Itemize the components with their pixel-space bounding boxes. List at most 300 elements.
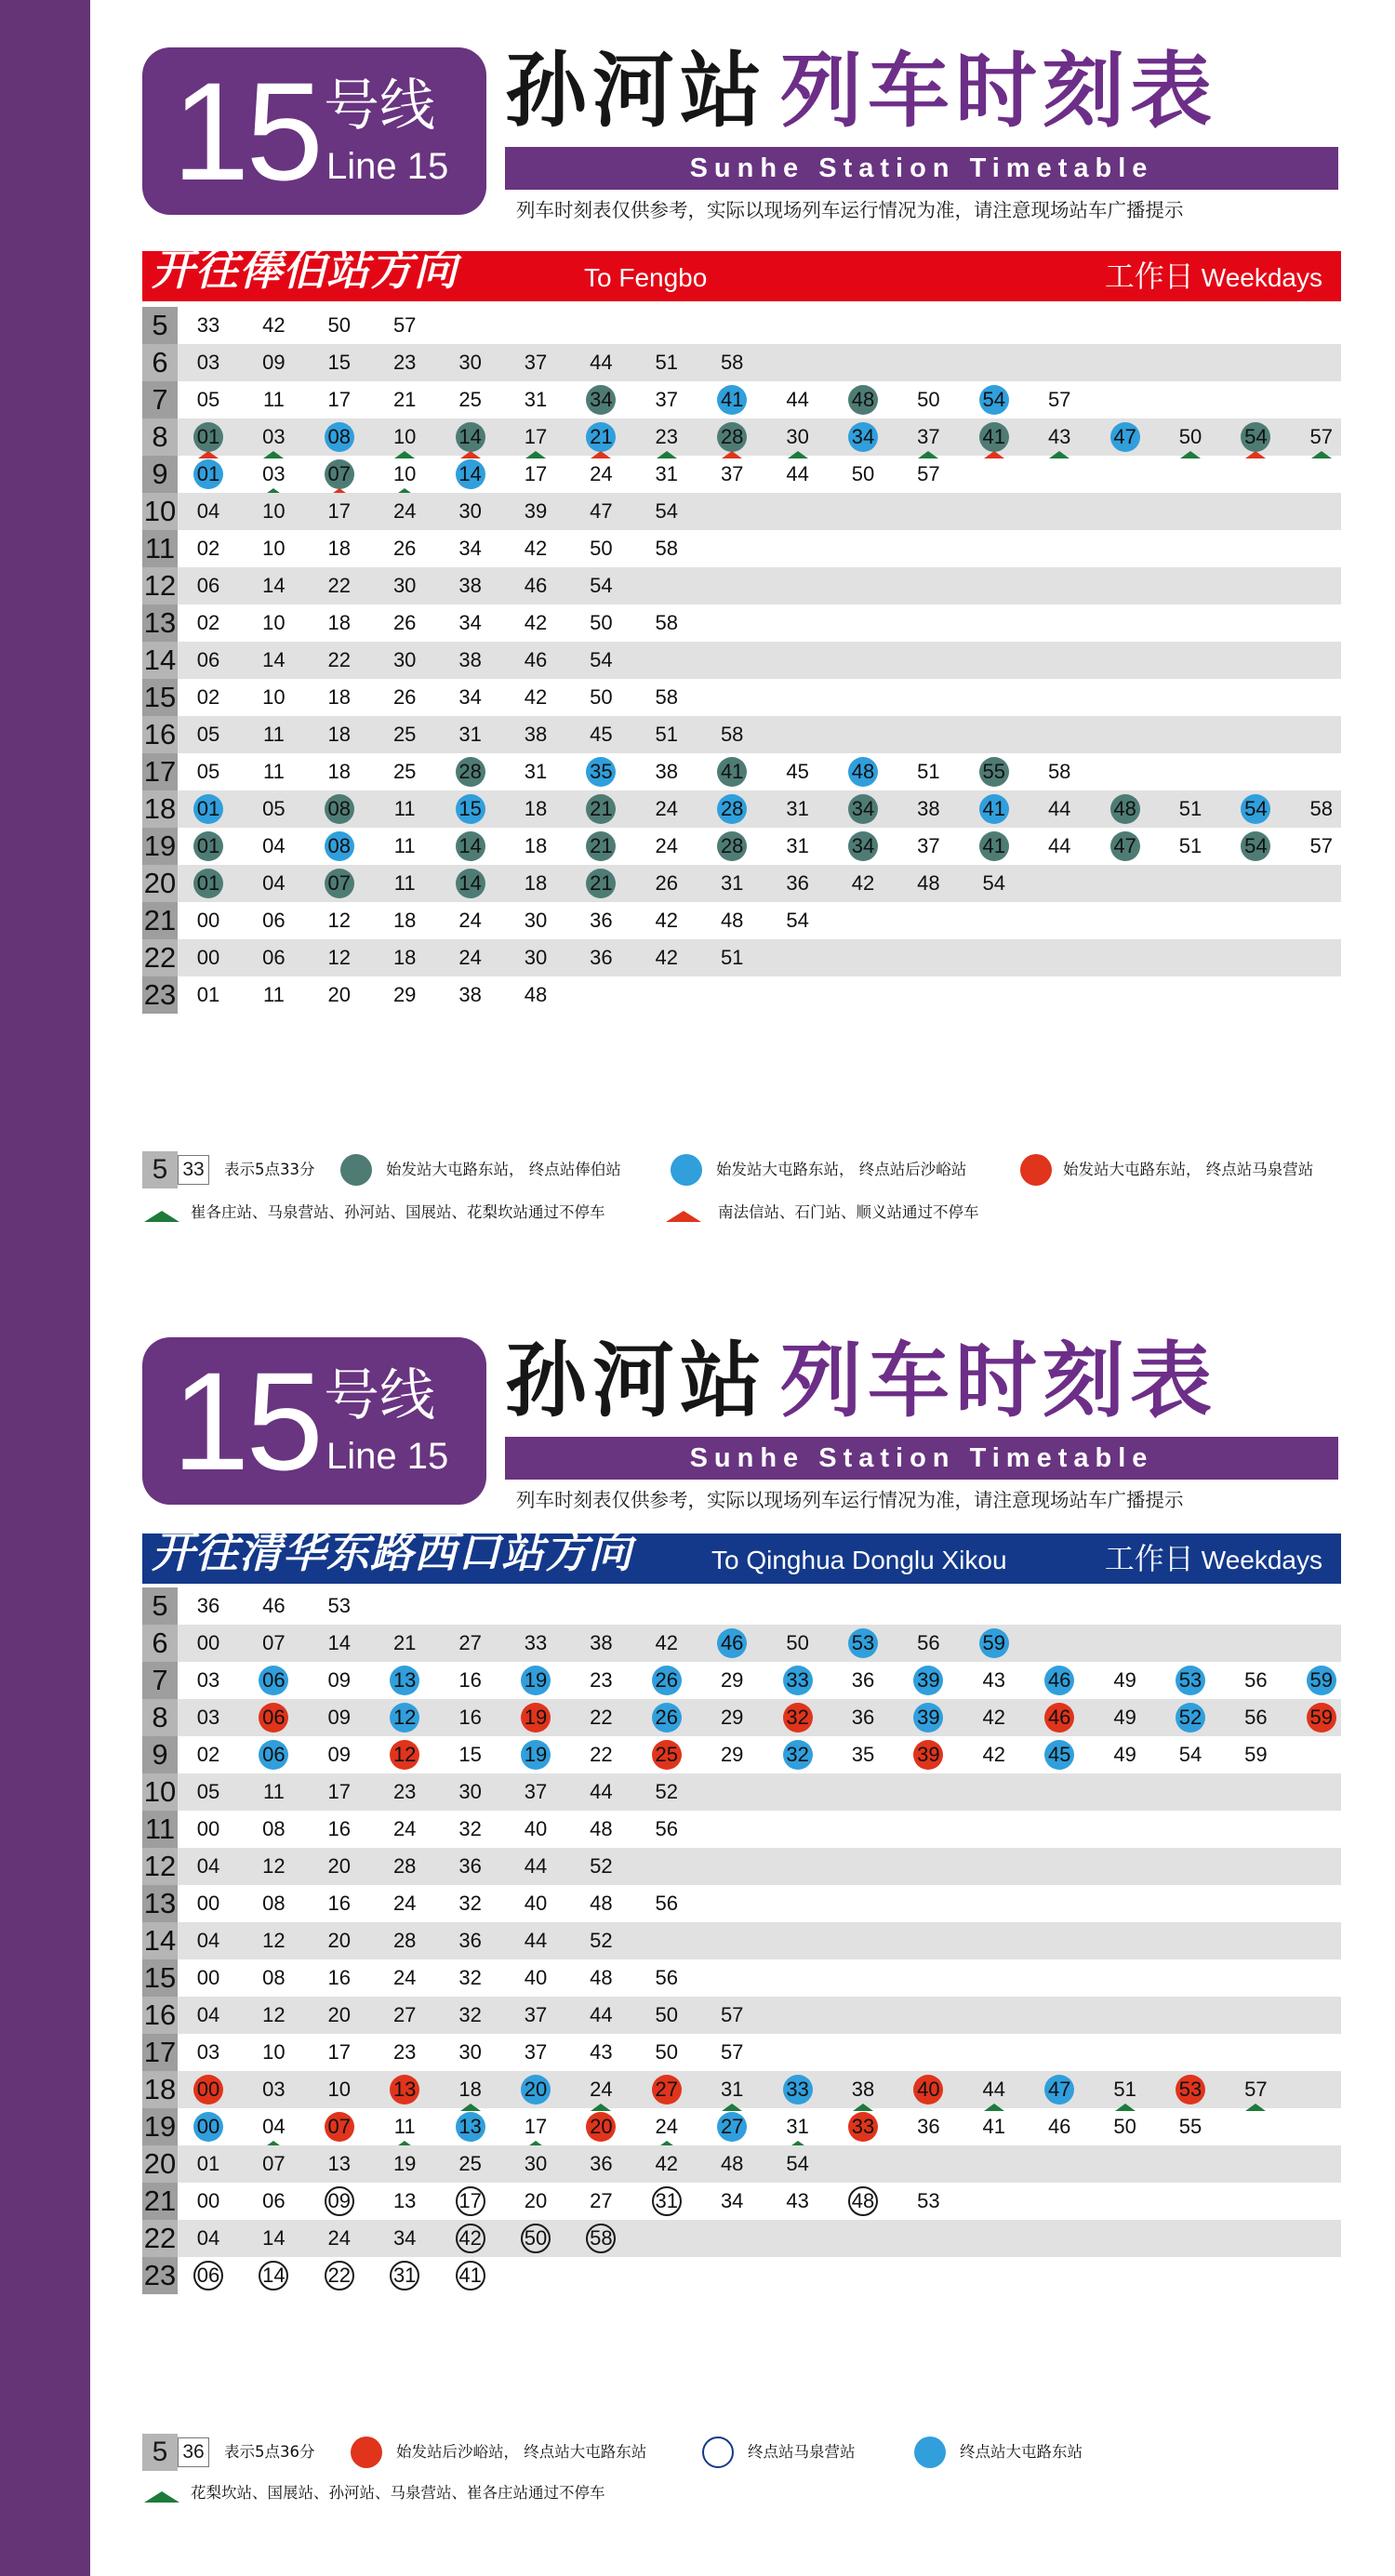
minute-value: 09 bbox=[327, 1706, 352, 1729]
hour-label: 20 bbox=[142, 2145, 178, 2183]
minute-value: 11 bbox=[262, 983, 285, 1006]
minute-value: 27 bbox=[458, 1631, 482, 1654]
minute-cell bbox=[586, 2186, 616, 2216]
minute-cell bbox=[1110, 2112, 1140, 2142]
hour-label: 6 bbox=[142, 1625, 178, 1662]
minute-cell bbox=[193, 943, 223, 973]
minute-value: 45 bbox=[590, 723, 613, 746]
minute-cell bbox=[521, 608, 551, 638]
minute-value: 07 bbox=[327, 2115, 352, 2138]
minute-cell bbox=[783, 1740, 813, 1770]
minute-cell bbox=[259, 2038, 288, 2067]
legend-sample-minute: 36 bbox=[178, 2437, 209, 2467]
minute-value: 07 bbox=[262, 2152, 286, 2175]
minute-cell bbox=[521, 2186, 551, 2216]
minute-value: 51 bbox=[917, 760, 940, 783]
minute-cell bbox=[325, 1814, 354, 1844]
minute-cell bbox=[521, 459, 551, 489]
minute-value: 21 bbox=[392, 388, 417, 411]
legend-row bbox=[142, 1151, 1341, 1188]
minute-cell bbox=[390, 1740, 419, 1770]
minute-value: 34 bbox=[458, 611, 482, 634]
minute-cell bbox=[259, 906, 288, 936]
minute-cell bbox=[456, 2000, 485, 2030]
minute-cell bbox=[913, 422, 943, 452]
minute-value: 20 bbox=[524, 2189, 548, 2212]
minute-value: 14 bbox=[458, 462, 482, 485]
minute-cell bbox=[1241, 2075, 1270, 2105]
minute-value: 44 bbox=[1047, 797, 1071, 820]
hour-label: 18 bbox=[142, 790, 178, 828]
minute-value: 54 bbox=[786, 909, 809, 932]
minute-cell bbox=[521, 1740, 551, 1770]
minute-value: 32 bbox=[786, 1706, 809, 1729]
minute-cell bbox=[456, 757, 485, 787]
minute-value: 06 bbox=[262, 1706, 286, 1729]
minute-cell bbox=[456, 906, 485, 936]
minute-cell bbox=[913, 2112, 943, 2142]
minute-value: 34 bbox=[392, 2226, 417, 2250]
minute-value: 30 bbox=[524, 946, 548, 969]
minute-cell bbox=[325, 1703, 354, 1733]
minute-value: 25 bbox=[655, 1743, 679, 1766]
hour-row bbox=[142, 2108, 1341, 2145]
minute-cell bbox=[390, 311, 419, 340]
minute-value: 22 bbox=[590, 1743, 613, 1766]
minute-cell bbox=[1110, 422, 1140, 452]
minute-value: 50 bbox=[1178, 425, 1202, 448]
minute-cell bbox=[456, 571, 485, 601]
minute-cell bbox=[913, 2186, 943, 2216]
minute-value: 16 bbox=[327, 1892, 352, 1915]
legend-sample-text: 表示5点33分 bbox=[224, 1161, 315, 1178]
minute-cell bbox=[1044, 1740, 1074, 1770]
minute-cell bbox=[259, 1814, 288, 1844]
minute-cell bbox=[652, 2000, 682, 2030]
legend-open-circle-icon bbox=[702, 2437, 734, 2468]
minute-cell bbox=[259, 645, 288, 675]
minute-cell bbox=[586, 2038, 616, 2067]
minute-value: 21 bbox=[590, 834, 613, 857]
direction-english: To Fengbo bbox=[584, 263, 708, 292]
minute-value: 31 bbox=[720, 2078, 744, 2101]
minute-cell bbox=[1044, 422, 1074, 452]
minute-cell bbox=[259, 1963, 288, 1993]
minute-cell bbox=[456, 608, 485, 638]
minute-cell bbox=[1110, 2075, 1140, 2105]
minute-cell bbox=[848, 1666, 878, 1695]
minute-value: 19 bbox=[392, 2152, 417, 2175]
minute-value: 00 bbox=[196, 1817, 220, 1840]
minute-value: 28 bbox=[720, 425, 744, 448]
minute-value: 43 bbox=[982, 1668, 1006, 1692]
hour-label: 17 bbox=[142, 753, 178, 790]
minute-cell bbox=[1044, 1666, 1074, 1695]
minute-value: 32 bbox=[458, 2003, 482, 2026]
minute-value: 32 bbox=[786, 1743, 809, 1766]
minute-value: 38 bbox=[917, 797, 940, 820]
minute-value: 42 bbox=[851, 871, 875, 895]
minute-value: 34 bbox=[851, 797, 875, 820]
minute-cell bbox=[913, 1740, 943, 1770]
minute-cell bbox=[259, 422, 288, 452]
minute-value: 48 bbox=[917, 871, 940, 895]
minute-value: 51 bbox=[1178, 797, 1202, 820]
minute-cell bbox=[325, 2075, 354, 2105]
minute-value: 43 bbox=[786, 2189, 809, 2212]
minute-cell bbox=[259, 1740, 288, 1770]
minute-cell bbox=[259, 943, 288, 973]
minute-value: 04 bbox=[262, 871, 286, 895]
minute-value: 36 bbox=[196, 1594, 220, 1617]
minute-value: 52 bbox=[655, 1780, 679, 1803]
minute-value: 42 bbox=[982, 1706, 1006, 1729]
minute-value: 51 bbox=[655, 723, 679, 746]
minute-cell bbox=[652, 2112, 682, 2142]
minute-value: 38 bbox=[458, 574, 482, 597]
minute-value: 57 bbox=[917, 462, 940, 485]
minute-cell bbox=[521, 1703, 551, 1733]
minute-value: 53 bbox=[327, 1594, 352, 1617]
minute-value: 50 bbox=[851, 462, 875, 485]
minute-value: 10 bbox=[262, 2040, 286, 2064]
line-badge bbox=[142, 1337, 486, 1505]
minute-cell bbox=[390, 683, 419, 712]
minute-value: 31 bbox=[786, 834, 809, 857]
hour-row bbox=[142, 1773, 1341, 1811]
minute-cell bbox=[979, 385, 1009, 415]
minute-value: 32 bbox=[458, 1966, 482, 1989]
minute-cell bbox=[456, 2112, 485, 2142]
minute-value: 11 bbox=[393, 2115, 416, 2138]
minute-value: 56 bbox=[655, 1817, 679, 1840]
minute-value: 22 bbox=[327, 574, 352, 597]
minute-cell bbox=[193, 906, 223, 936]
hour-row bbox=[142, 716, 1341, 753]
minute-value: 31 bbox=[524, 388, 548, 411]
minute-value: 08 bbox=[327, 425, 352, 448]
minute-cell bbox=[586, 943, 616, 973]
minute-value: 14 bbox=[458, 425, 482, 448]
hour-row bbox=[142, 1699, 1341, 1736]
minute-cell bbox=[1176, 2075, 1205, 2105]
minute-cell bbox=[652, 2075, 682, 2105]
minute-value: 10 bbox=[262, 611, 286, 634]
minute-value: 34 bbox=[851, 834, 875, 857]
minute-cell bbox=[193, 2112, 223, 2142]
minute-value: 20 bbox=[327, 1854, 352, 1878]
direction-bar bbox=[142, 1527, 1341, 1584]
minute-cell bbox=[390, 1889, 419, 1919]
minute-cell bbox=[586, 1666, 616, 1695]
minute-value: 11 bbox=[393, 834, 416, 857]
minute-cell bbox=[325, 459, 354, 489]
minute-value: 18 bbox=[524, 834, 548, 857]
minute-cell bbox=[390, 1777, 419, 1807]
minute-value: 08 bbox=[262, 1892, 286, 1915]
minute-value: 39 bbox=[524, 499, 548, 523]
minute-cell bbox=[521, 1889, 551, 1919]
minute-cell bbox=[325, 683, 354, 712]
minute-value: 49 bbox=[1113, 1668, 1136, 1692]
minute-value: 57 bbox=[720, 2040, 744, 2064]
minute-cell bbox=[717, 348, 747, 378]
hour-row bbox=[142, 2071, 1341, 2108]
hour-label: 5 bbox=[142, 1587, 178, 1625]
hour-label: 11 bbox=[142, 530, 178, 567]
minute-cell bbox=[652, 348, 682, 378]
minute-value: 18 bbox=[327, 537, 352, 560]
minute-cell bbox=[848, 794, 878, 824]
legend-red-text: 始发站后沙峪站， 终点站大屯路东站 bbox=[396, 2443, 647, 2461]
minute-value: 36 bbox=[786, 871, 809, 895]
minute-cell bbox=[193, 1814, 223, 1844]
minute-cell bbox=[783, 1703, 813, 1733]
minute-value: 11 bbox=[262, 1780, 285, 1803]
minute-value: 27 bbox=[590, 2189, 613, 2212]
timetable-header bbox=[140, 1333, 1345, 1577]
minute-cell bbox=[848, 422, 878, 452]
minute-value: 17 bbox=[327, 1780, 352, 1803]
minute-cell bbox=[259, 385, 288, 415]
minute-value: 30 bbox=[458, 2040, 482, 2064]
minute-cell bbox=[717, 1703, 747, 1733]
minute-cell bbox=[783, 459, 813, 489]
minute-value: 06 bbox=[262, 1668, 286, 1692]
minute-value: 37 bbox=[524, 2040, 548, 2064]
minute-value: 37 bbox=[917, 834, 940, 857]
hour-row bbox=[142, 418, 1341, 456]
minute-cell bbox=[390, 2186, 419, 2216]
legend-green-tri-text: 花梨坎站、国展站、孙河站、马泉营站、崔各庄站通过不停车 bbox=[191, 2484, 605, 2502]
minute-value: 00 bbox=[196, 2189, 220, 2212]
minute-cell bbox=[717, 2038, 747, 2067]
hour-label: 9 bbox=[142, 1736, 178, 1773]
minute-cell bbox=[848, 2075, 878, 2105]
minute-value: 42 bbox=[655, 946, 679, 969]
minute-value: 54 bbox=[590, 574, 613, 597]
legend-red-dot-icon bbox=[351, 2437, 382, 2468]
minute-cell bbox=[586, 348, 616, 378]
minute-cell bbox=[521, 1814, 551, 1844]
minute-value: 34 bbox=[458, 685, 482, 709]
minute-cell bbox=[1110, 794, 1140, 824]
hour-row bbox=[142, 604, 1341, 642]
minute-cell bbox=[652, 1777, 682, 1807]
minute-value: 24 bbox=[327, 2226, 352, 2250]
minute-cell bbox=[783, 2149, 813, 2179]
minute-value: 59 bbox=[1309, 1706, 1334, 1729]
minute-cell bbox=[193, 645, 223, 675]
minute-cell bbox=[193, 1628, 223, 1658]
minute-cell bbox=[193, 1666, 223, 1695]
minute-value: 36 bbox=[851, 1706, 875, 1729]
minute-value: 36 bbox=[458, 1854, 482, 1878]
minute-value: 30 bbox=[524, 909, 548, 932]
minute-value: 19 bbox=[524, 1706, 548, 1729]
minute-cell bbox=[456, 2038, 485, 2067]
minute-cell bbox=[259, 348, 288, 378]
minute-cell bbox=[193, 459, 223, 489]
minute-cell bbox=[390, 1703, 419, 1733]
minute-value: 24 bbox=[458, 946, 482, 969]
minute-cell bbox=[1110, 1666, 1140, 1695]
minute-cell bbox=[717, 831, 747, 861]
minute-value: 36 bbox=[590, 946, 613, 969]
minute-cell bbox=[390, 980, 419, 1010]
minute-cell bbox=[783, 1628, 813, 1658]
minute-value: 59 bbox=[1244, 1743, 1268, 1766]
minute-cell bbox=[390, 348, 419, 378]
minute-cell bbox=[521, 1777, 551, 1807]
legend-red-triangle-icon bbox=[666, 1211, 701, 1222]
minute-value: 30 bbox=[458, 499, 482, 523]
minute-value: 50 bbox=[590, 611, 613, 634]
minute-value: 00 bbox=[196, 1892, 220, 1915]
minute-value: 18 bbox=[524, 797, 548, 820]
minute-cell bbox=[390, 831, 419, 861]
hour-row bbox=[142, 344, 1341, 381]
minute-cell bbox=[848, 2112, 878, 2142]
minute-value: 21 bbox=[392, 1631, 417, 1654]
minute-value: 26 bbox=[392, 611, 417, 634]
minute-value: 05 bbox=[262, 797, 286, 820]
minute-value: 22 bbox=[327, 648, 352, 671]
minute-cell bbox=[1307, 1703, 1336, 1733]
minute-cell bbox=[456, 943, 485, 973]
minute-value: 11 bbox=[262, 388, 285, 411]
minute-value: 03 bbox=[196, 351, 220, 374]
minute-cell bbox=[1176, 831, 1205, 861]
minute-value: 55 bbox=[1178, 2115, 1202, 2138]
minute-value: 39 bbox=[917, 1668, 940, 1692]
minute-cell bbox=[456, 869, 485, 898]
minute-cell bbox=[456, 422, 485, 452]
minute-cell bbox=[325, 534, 354, 564]
title-station: 孙河站 bbox=[505, 43, 768, 139]
minute-value: 35 bbox=[590, 760, 613, 783]
minute-cell bbox=[717, 2149, 747, 2179]
minute-cell bbox=[259, 2075, 288, 2105]
minute-cell bbox=[259, 869, 288, 898]
minute-value: 40 bbox=[524, 1817, 548, 1840]
hour-row bbox=[142, 2145, 1341, 2183]
minute-value: 00 bbox=[196, 2078, 220, 2101]
minute-cell bbox=[979, 1703, 1009, 1733]
hour-row bbox=[142, 1662, 1341, 1699]
minute-value: 54 bbox=[1178, 1743, 1202, 1766]
minute-value: 14 bbox=[262, 2226, 286, 2250]
hour-label: 16 bbox=[142, 1997, 178, 2034]
legend-open-text: 终点站马泉营站 bbox=[748, 2443, 856, 2461]
minute-cell bbox=[521, 794, 551, 824]
minute-value: 50 bbox=[590, 537, 613, 560]
legend-green-tri-text: 崔各庄站、马泉营站、孙河站、国展站、花梨坎站通过不停车 bbox=[191, 1203, 605, 1221]
minute-cell bbox=[193, 869, 223, 898]
hour-label: 23 bbox=[142, 2257, 178, 2294]
minute-cell bbox=[325, 422, 354, 452]
minute-value: 33 bbox=[196, 313, 220, 337]
minute-cell bbox=[1110, 1740, 1140, 1770]
minute-cell bbox=[783, 831, 813, 861]
minute-cell bbox=[193, 831, 223, 861]
minute-value: 39 bbox=[917, 1743, 940, 1766]
minute-cell bbox=[979, 831, 1009, 861]
minute-value: 56 bbox=[655, 1892, 679, 1915]
minute-value: 43 bbox=[1047, 425, 1071, 448]
disclaimer-note: 列车时刻表仅供参考，实际以现场列车运行情况为准，请注意现场站车广播提示 bbox=[516, 1489, 1184, 1511]
page-title bbox=[505, 45, 1217, 138]
minute-value: 27 bbox=[720, 2115, 744, 2138]
minute-cell bbox=[325, 1591, 354, 1621]
minute-cell bbox=[390, 645, 419, 675]
minute-value: 37 bbox=[720, 462, 744, 485]
minute-value: 44 bbox=[590, 2003, 613, 2026]
minute-value: 34 bbox=[590, 388, 613, 411]
minute-value: 48 bbox=[851, 760, 875, 783]
hour-label: 7 bbox=[142, 381, 178, 418]
minute-value: 34 bbox=[851, 425, 875, 448]
minute-value: 53 bbox=[1178, 2078, 1202, 2101]
minute-cell bbox=[456, 2186, 485, 2216]
minute-value: 22 bbox=[327, 2264, 352, 2287]
minute-cell bbox=[193, 571, 223, 601]
minute-value: 56 bbox=[1244, 1668, 1268, 1692]
minute-cell bbox=[848, 2186, 878, 2216]
minute-cell bbox=[193, 608, 223, 638]
minute-value: 54 bbox=[655, 499, 679, 523]
minute-value: 23 bbox=[655, 425, 679, 448]
disclaimer-note: 列车时刻表仅供参考，实际以现场列车运行情况为准，请注意现场站车广播提示 bbox=[516, 199, 1184, 221]
minute-value: 36 bbox=[590, 2152, 613, 2175]
hour-row bbox=[142, 1885, 1341, 1922]
minute-value: 44 bbox=[786, 462, 809, 485]
minute-cell bbox=[259, 2186, 288, 2216]
minute-cell bbox=[652, 683, 682, 712]
hour-label: 21 bbox=[142, 2183, 178, 2220]
title-english: Sunhe Station Timetable bbox=[505, 1437, 1338, 1480]
minute-cell bbox=[717, 794, 747, 824]
hour-label: 12 bbox=[142, 1848, 178, 1885]
hour-label: 10 bbox=[142, 493, 178, 530]
minute-cell bbox=[193, 757, 223, 787]
minute-value: 18 bbox=[524, 871, 548, 895]
minute-value: 50 bbox=[917, 388, 940, 411]
minute-value: 17 bbox=[327, 388, 352, 411]
minute-value: 42 bbox=[262, 313, 286, 337]
hour-row bbox=[142, 753, 1341, 790]
minute-cell bbox=[259, 1889, 288, 1919]
minute-cell bbox=[259, 2112, 288, 2142]
minute-cell bbox=[456, 534, 485, 564]
minute-cell bbox=[325, 348, 354, 378]
minute-cell bbox=[652, 1963, 682, 1993]
minute-value: 41 bbox=[720, 388, 744, 411]
minute-cell bbox=[521, 497, 551, 526]
minute-cell bbox=[390, 720, 419, 750]
minute-value: 10 bbox=[262, 685, 286, 709]
minute-cell bbox=[456, 2149, 485, 2179]
minute-cell bbox=[521, 1666, 551, 1695]
legend-grey-dot-icon bbox=[340, 1154, 372, 1186]
minute-value: 54 bbox=[982, 388, 1006, 411]
minute-value: 18 bbox=[392, 909, 417, 932]
minute-cell bbox=[325, 608, 354, 638]
hour-label: 12 bbox=[142, 567, 178, 604]
minute-value: 31 bbox=[786, 797, 809, 820]
minute-cell bbox=[325, 1740, 354, 1770]
minute-value: 00 bbox=[196, 2115, 220, 2138]
